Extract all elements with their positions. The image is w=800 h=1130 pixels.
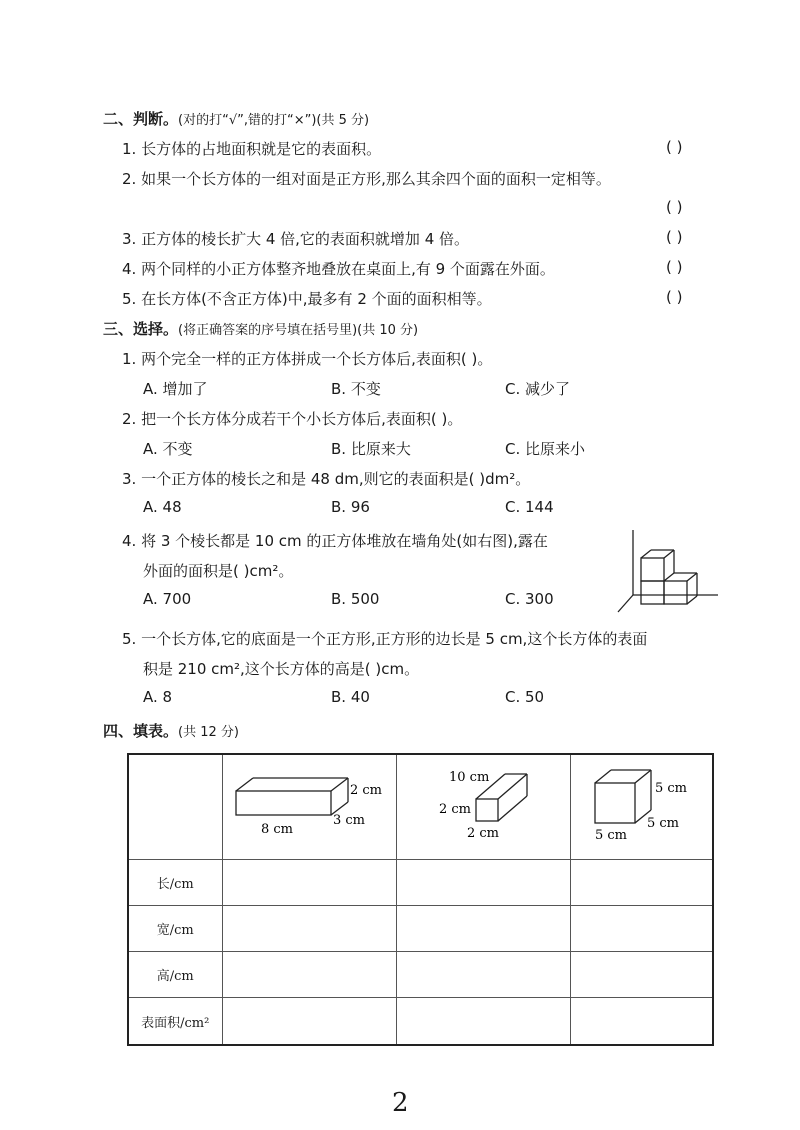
judge-answer-5[interactable]: ( )	[666, 288, 683, 306]
table-header-row	[128, 754, 713, 860]
choice-1-option-a[interactable]: A. 增加了	[143, 380, 208, 398]
table-corner-cell	[128, 754, 222, 860]
choice-3-option-c[interactable]: C. 144	[505, 498, 554, 516]
judge-item-5: 5. 在长方体(不含正方体)中,最多有 2 个面的面积相等。	[122, 290, 492, 308]
judge-answer-3[interactable]: ( )	[666, 228, 683, 246]
shape-3-bottom-label: 5 cm	[594, 828, 627, 843]
choice-3-option-a[interactable]: A. 48	[143, 498, 182, 516]
shape-2-side-label: 2 cm	[438, 802, 471, 817]
table-row	[128, 952, 713, 998]
choice-note: (将正确答案的序号填在括号里)(共 10 分)	[178, 323, 419, 338]
table-section-title	[103, 720, 239, 741]
choice-2-option-a[interactable]: A. 不变	[143, 440, 193, 458]
choice-1-option-b[interactable]: B. 不变	[331, 380, 381, 398]
choice-2-option-b[interactable]: B. 比原来大	[331, 440, 411, 458]
cell-width-3[interactable]	[570, 906, 713, 952]
choice-3-option-b[interactable]: B. 96	[331, 498, 370, 516]
choice-title: 三、选择。	[103, 320, 179, 338]
stacked-cubes-figure	[612, 528, 720, 616]
shape-3-right-label: 5 cm	[654, 781, 687, 796]
table-note: (共 12 分)	[178, 725, 239, 740]
cell-area-3[interactable]	[570, 998, 713, 1045]
shape-1-height-label: 2 cm	[349, 783, 382, 798]
fill-table	[127, 753, 714, 1046]
row-label-surface-area: 表面积/cm²	[128, 998, 222, 1045]
shape-3-cell	[570, 754, 713, 860]
shape-2-cell	[396, 754, 570, 860]
cube-5cm-figure	[571, 755, 712, 855]
table-title: 四、填表。	[103, 722, 179, 740]
judge-answer-1[interactable]: ( )	[666, 138, 683, 156]
row-label-width: 宽/cm	[128, 906, 222, 952]
judge-item-3: 3. 正方体的棱长扩大 4 倍,它的表面积就增加 4 倍。	[122, 230, 470, 248]
choice-item-4: 4. 将 3 个棱长都是 10 cm 的正方体堆放在墙角处(如右图),露在	[122, 532, 548, 550]
choice-item-4-line2: 外面的面积是( )cm²。	[143, 562, 294, 580]
judge-item-2: 2. 如果一个长方体的一组对面是正方形,那么其余四个面的面积一定相等。	[122, 170, 611, 188]
page-number: 2	[392, 1088, 409, 1118]
judge-title: 二、判断。	[103, 110, 179, 128]
table-row	[128, 906, 713, 952]
judge-section-title	[103, 108, 369, 129]
cuboid-2x2x10-figure	[397, 755, 569, 855]
cell-height-2[interactable]	[396, 952, 570, 998]
judge-item-1: 1. 长方体的占地面积就是它的表面积。	[122, 140, 382, 158]
choice-section-title	[103, 318, 418, 339]
choice-item-1: 1. 两个完全一样的正方体拼成一个长方体后,表面积( )。	[122, 350, 493, 368]
shape-1-depth-label: 3 cm	[332, 813, 365, 828]
cell-length-1[interactable]	[222, 860, 396, 906]
cell-height-1[interactable]	[222, 952, 396, 998]
cell-width-1[interactable]	[222, 906, 396, 952]
shape-1-length-label: 8 cm	[260, 822, 293, 837]
choice-4-option-b[interactable]: B. 500	[331, 590, 380, 608]
choice-item-5-line2: 积是 210 cm²,这个长方体的高是( )cm。	[143, 660, 420, 678]
table-row	[128, 998, 713, 1045]
choice-item-2: 2. 把一个长方体分成若干个小长方体后,表面积( )。	[122, 410, 463, 428]
judge-note: (对的打“√”,错的打“×”)(共 5 分)	[178, 113, 370, 128]
choice-5-option-a[interactable]: A. 8	[143, 688, 173, 706]
shape-1-cell	[222, 754, 396, 860]
cell-length-2[interactable]	[396, 860, 570, 906]
table-row	[128, 860, 713, 906]
choice-4-option-c[interactable]: C. 300	[505, 590, 554, 608]
cuboid-8x3x2-figure	[223, 755, 395, 855]
choice-1-option-c[interactable]: C. 减少了	[505, 380, 571, 398]
judge-answer-2[interactable]: ( )	[666, 198, 683, 216]
choice-item-5: 5. 一个长方体,它的底面是一个正方形,正方形的边长是 5 cm,这个长方体的表面	[122, 630, 648, 648]
cell-height-3[interactable]	[570, 952, 713, 998]
judge-item-4: 4. 两个同样的小正方体整齐地叠放在桌面上,有 9 个面露在外面。	[122, 260, 555, 278]
row-label-length: 长/cm	[128, 860, 222, 906]
judge-answer-4[interactable]: ( )	[666, 258, 683, 276]
choice-item-3: 3. 一个正方体的棱长之和是 48 dm,则它的表面积是( )dm²。	[122, 470, 531, 488]
cell-length-3[interactable]	[570, 860, 713, 906]
shape-2-bottom-label: 2 cm	[466, 826, 499, 841]
cell-area-1[interactable]	[222, 998, 396, 1045]
choice-4-option-a[interactable]: A. 700	[143, 590, 192, 608]
choice-2-option-c[interactable]: C. 比原来小	[505, 440, 586, 458]
cell-width-2[interactable]	[396, 906, 570, 952]
row-label-height: 高/cm	[128, 952, 222, 998]
shape-2-length-label: 10 cm	[448, 770, 489, 785]
choice-5-option-c[interactable]: C. 50	[505, 688, 545, 706]
choice-5-option-b[interactable]: B. 40	[331, 688, 370, 706]
cell-area-2[interactable]	[396, 998, 570, 1045]
shape-3-depth-label: 5 cm	[646, 816, 679, 831]
